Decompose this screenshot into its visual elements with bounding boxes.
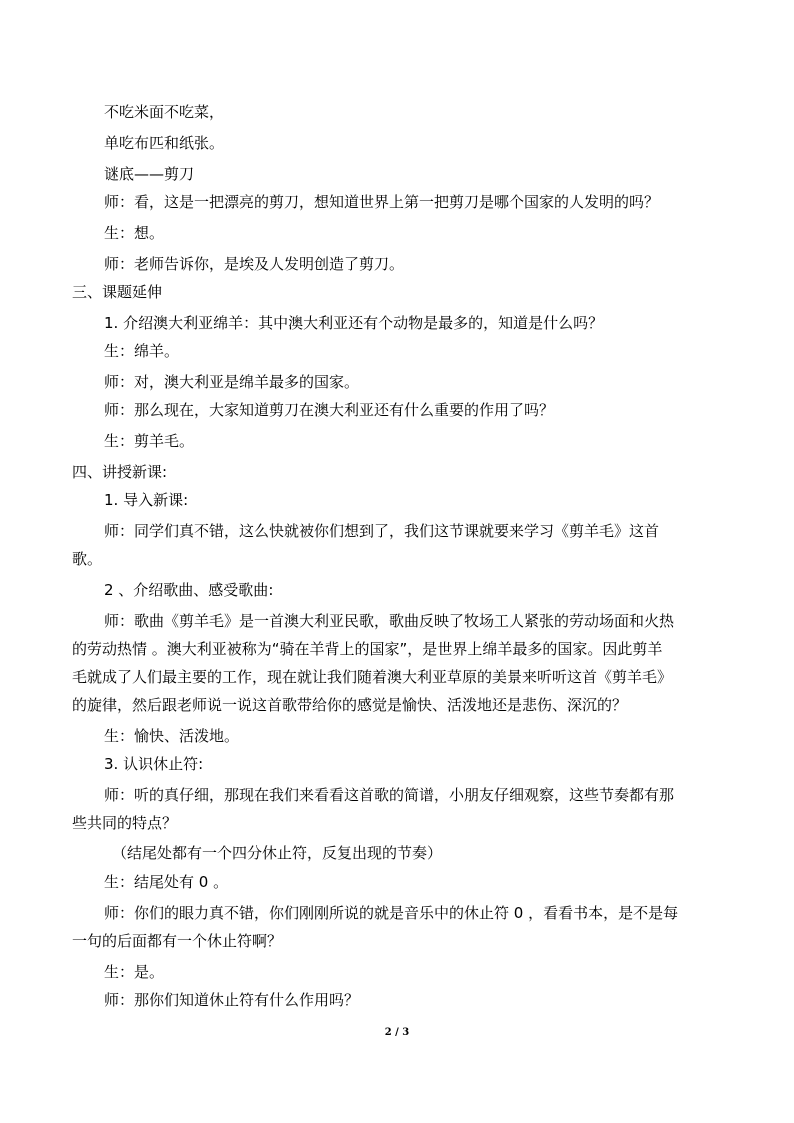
text-line: 1. 介绍澳大利亚绵羊：其中澳大利亚还有个动物是最多的，知道是什么吗？ xyxy=(104,314,604,332)
text-line: 师：你们的眼力真不错，你们刚刚所说的就是音乐中的休止符 0 ，看看书本，是不是每 xyxy=(104,904,679,922)
text-line: 师：那么现在，大家知道剪刀在澳大利亚还有什么重要的作用了吗？ xyxy=(104,401,555,419)
text-line: 师：听的真仔细，那现在我们来看看这首歌的简谱，小朋友仔细观察，这些节奏都有那 xyxy=(104,786,675,804)
text-line: 2 、介绍歌曲、感受歌曲: xyxy=(104,581,274,599)
text-line: 3. 认识休止符: xyxy=(104,755,204,773)
text-line: （结尾处都有一个四分休止符，反复出现的节奏） xyxy=(112,844,443,862)
text-line: 师：老师告诉你，是埃及人发明创造了剪刀。 xyxy=(104,255,405,273)
text-line: 生：想。 xyxy=(104,224,165,242)
text-line: 生：是。 xyxy=(104,963,165,981)
text-line: 毛就成了人们最主要的工作，现在就让我们随着澳大利亚草原的美景来听听这首《剪羊毛》 xyxy=(72,668,673,686)
text-line: 师：看，这是一把漂亮的剪刀，想知道世界上第一把剪刀是哪个国家的人发明的吗？ xyxy=(104,193,660,211)
text-line: 的旋律，然后跟老师说一说这首歌带给你的感觉是愉快、活泼地还是悲伤、深沉的？ xyxy=(72,696,628,714)
section-heading: 三、课题延伸 xyxy=(72,283,163,301)
text-line: 一句的后面都有一个休止符啊？ xyxy=(72,932,283,950)
text-line: 师：对，澳大利亚是绵羊最多的国家。 xyxy=(104,373,360,391)
text-line: 生：愉快、活泼地。 xyxy=(104,727,240,745)
text-line: 不吃米面不吃菜， xyxy=(104,103,225,121)
text-line: 些共同的特点？ xyxy=(72,814,178,832)
text-line: 生：绵羊。 xyxy=(104,342,180,360)
text-line: 生：结尾处有 0 。 xyxy=(104,873,229,891)
text-line: 的劳动热情 。澳大利亚被称为“骑在羊背上的国家”，是世界上绵羊最多的国家。因此剪羊 xyxy=(72,640,663,658)
text-line: 师：歌曲《剪羊毛》是一首澳大利亚民歌，歌曲反映了牧场工人紧张的劳动场面和火热 xyxy=(104,612,675,630)
section-heading: 四、讲授新课: xyxy=(72,463,168,481)
page-number: 2 / 3 xyxy=(384,1027,410,1038)
text-line: 1. 导入新课: xyxy=(104,491,189,509)
text-line: 谜底——剪刀 xyxy=(104,165,195,183)
text-line: 生：剪羊毛。 xyxy=(104,432,195,450)
text-line: 单吃布匹和纸张。 xyxy=(104,134,225,152)
text-line: 师：同学们真不错，这么快就被你们想到了，我们这节课就要来学习《剪羊毛》这首 xyxy=(104,522,660,540)
text-line: 歌。 xyxy=(72,550,103,568)
text-line: 师：那你们知道休止符有什么作用吗？ xyxy=(104,991,360,1009)
